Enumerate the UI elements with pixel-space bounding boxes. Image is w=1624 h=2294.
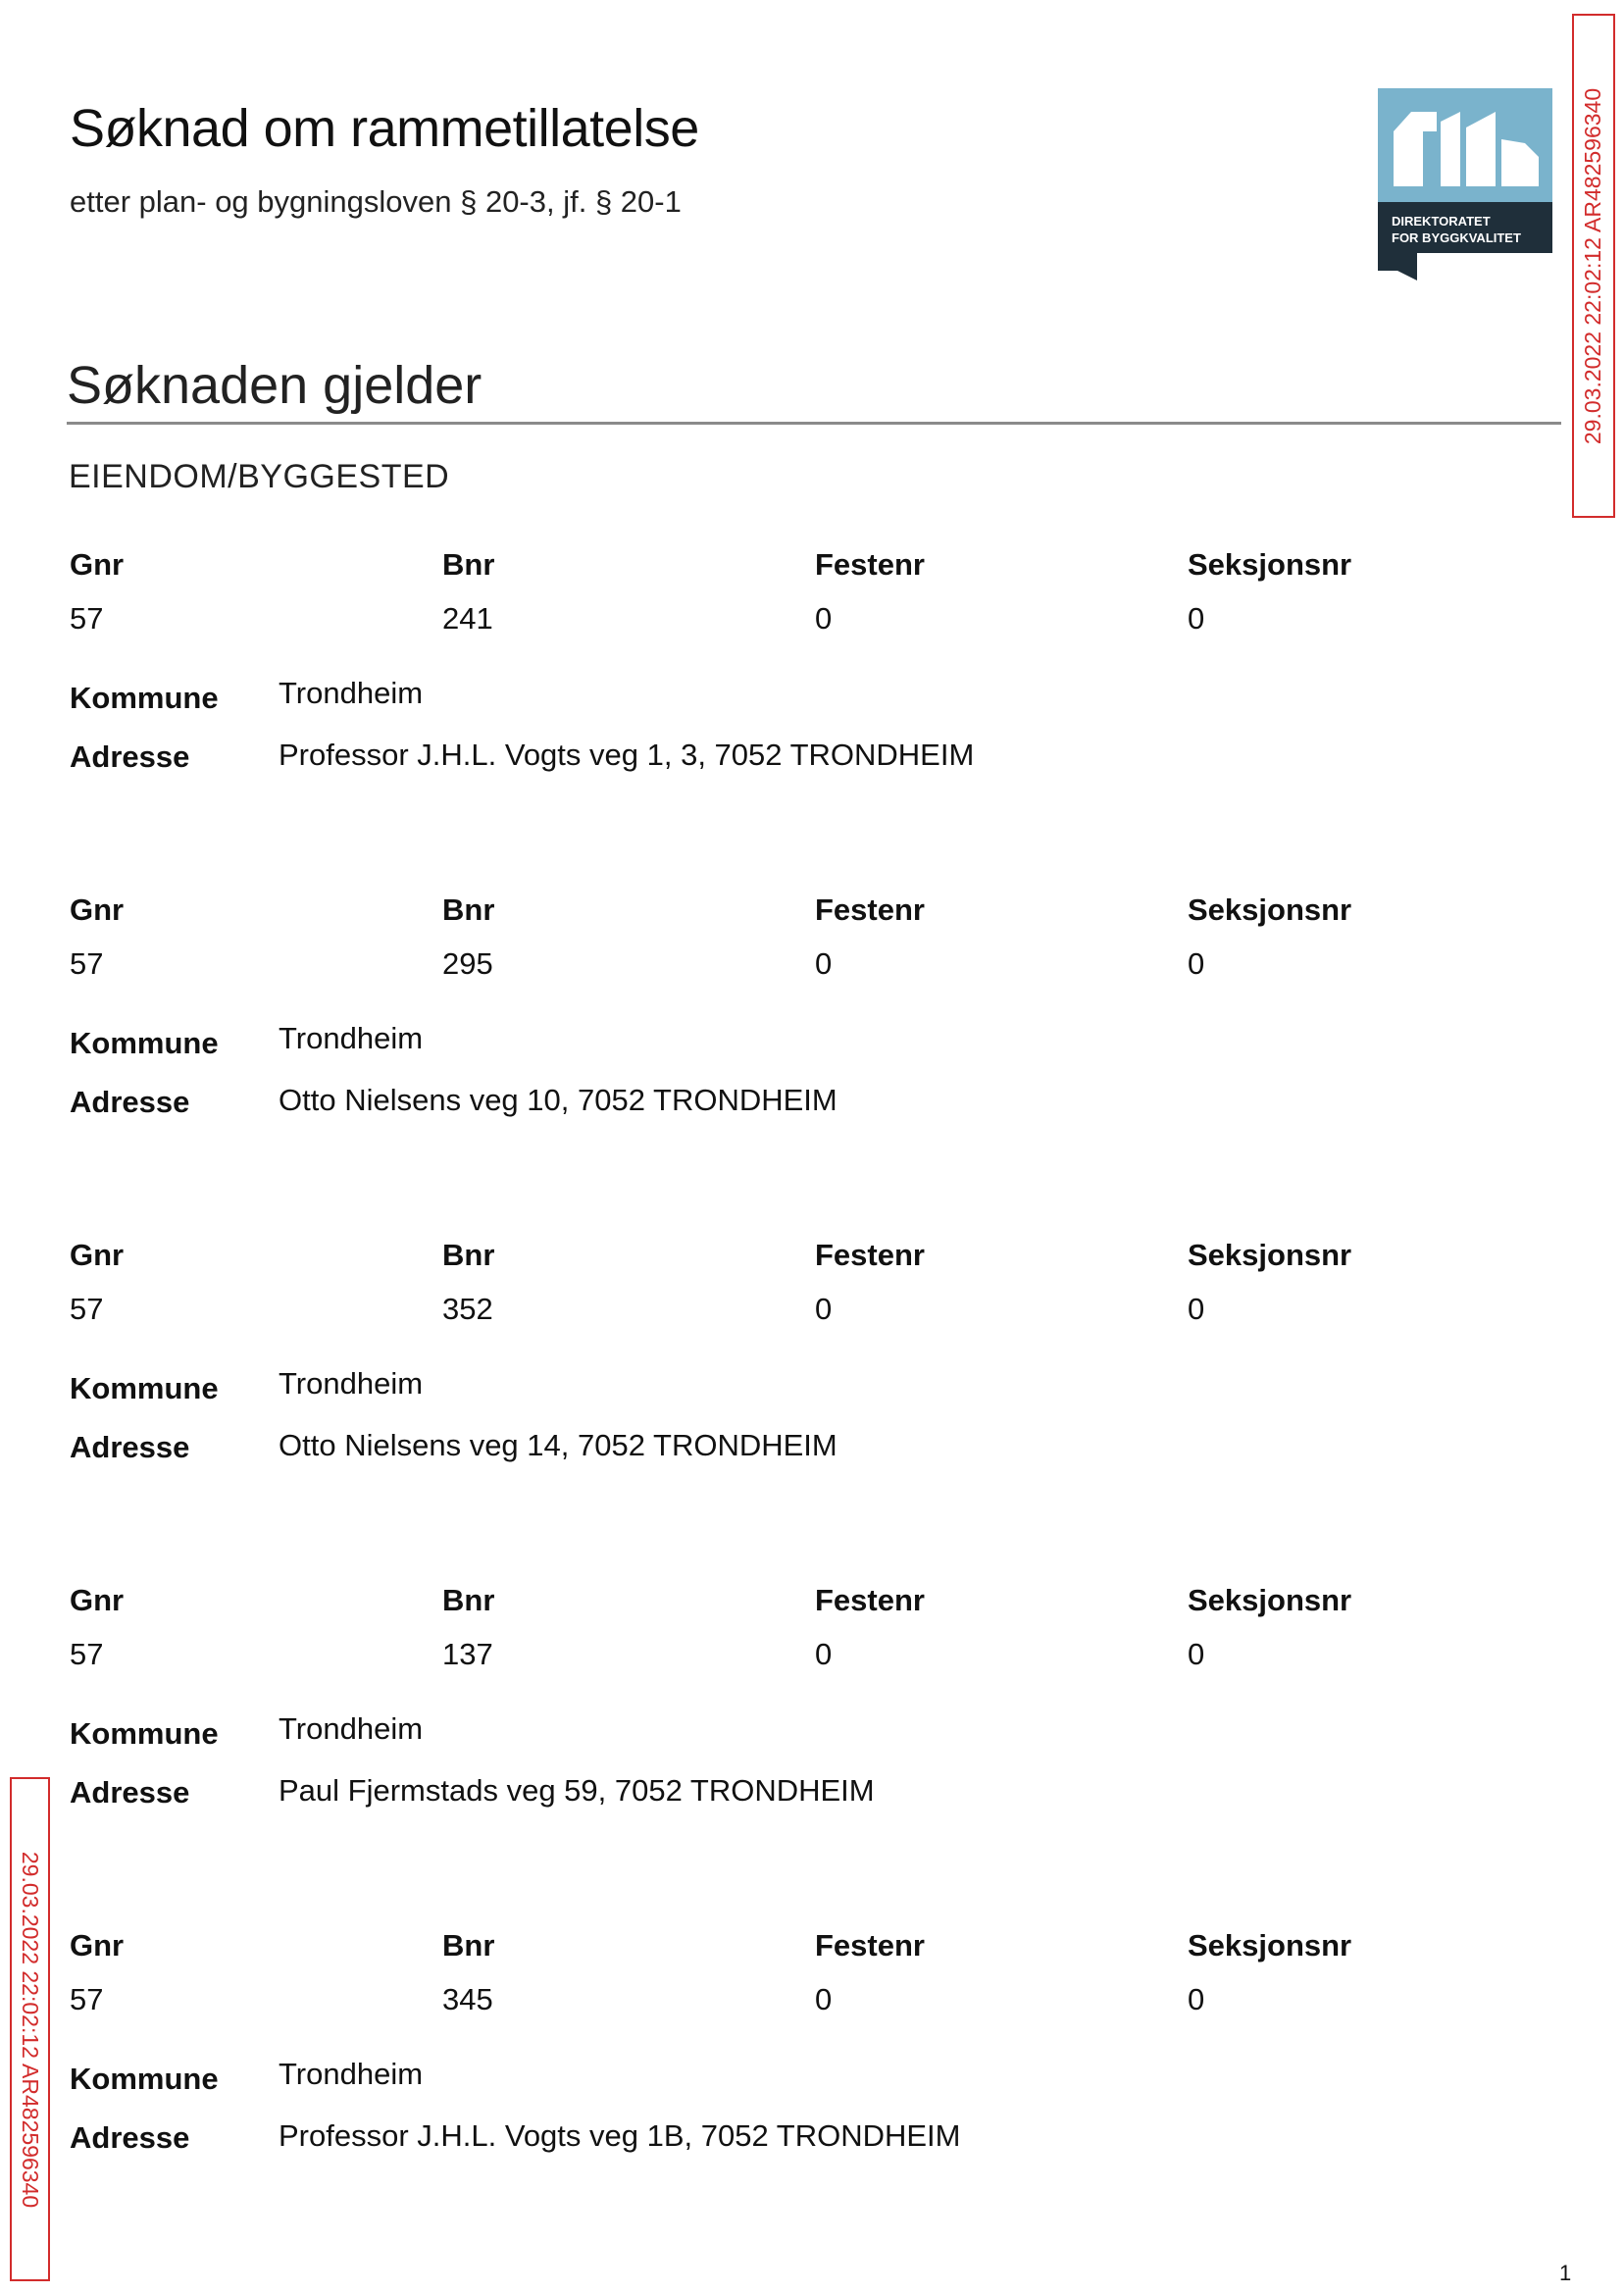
gnr-value: 57 xyxy=(70,1292,104,1326)
property-block xyxy=(70,892,1521,1138)
gnr-value: 57 xyxy=(70,601,104,636)
gnr-label: Gnr xyxy=(70,892,125,927)
page-title: Søknad om rammetillatelse xyxy=(70,99,699,158)
seksjonsnr-label: Seksjonsnr xyxy=(1188,1238,1352,1272)
gnr-label: Gnr xyxy=(70,547,125,582)
stamp-text: 29.03.2022 22:02:12 AR482596340 xyxy=(1580,87,1606,444)
bnr-label: Bnr xyxy=(442,1928,495,1963)
property-block xyxy=(70,1238,1521,1483)
seksjonsnr-value: 0 xyxy=(1188,601,1205,636)
section-title: Søknaden gjelder xyxy=(67,356,482,415)
festenr-value: 0 xyxy=(815,1982,833,2016)
property-block xyxy=(70,1583,1521,1828)
kommune-label: Kommune xyxy=(70,1026,219,1060)
adresse-value: Otto Nielsens veg 10, 7052 TRONDHEIM xyxy=(279,1083,837,1117)
kommune-label: Kommune xyxy=(70,1716,219,1751)
adresse-label: Adresse xyxy=(70,1775,190,1810)
kommune-value: Trondheim xyxy=(279,1711,424,1746)
seksjonsnr-value: 0 xyxy=(1188,1292,1205,1326)
bnr-value: 241 xyxy=(442,601,493,636)
dibk-logo-icon xyxy=(1378,88,1552,280)
adresse-label: Adresse xyxy=(70,1085,190,1119)
gnr-label: Gnr xyxy=(70,1583,125,1617)
kommune-label: Kommune xyxy=(70,681,219,715)
festenr-label: Festenr xyxy=(815,892,925,927)
logo-text-line2: FOR BYGGKVALITET xyxy=(1392,230,1521,245)
gnr-value: 57 xyxy=(70,1982,104,2016)
page-number: 1 xyxy=(1559,2261,1572,2285)
bnr-value: 352 xyxy=(442,1292,493,1326)
kommune-label: Kommune xyxy=(70,1371,219,1405)
kommune-value: Trondheim xyxy=(279,676,424,710)
seksjonsnr-value: 0 xyxy=(1188,1982,1205,2016)
adresse-value: Professor J.H.L. Vogts veg 1B, 7052 TRONDHEIM xyxy=(279,2118,961,2153)
gnr-label: Gnr xyxy=(70,1928,125,1963)
gnr-value: 57 xyxy=(70,946,104,981)
section-divider xyxy=(67,422,1561,425)
seksjonsnr-value: 0 xyxy=(1188,1637,1205,1671)
gnr-label: Gnr xyxy=(70,1238,125,1272)
page-subtitle: etter plan- og bygningsloven § 20-3, jf. § 20-1 xyxy=(70,184,682,219)
adresse-label: Adresse xyxy=(70,739,190,774)
adresse-value: Otto Nielsens veg 14, 7052 TRONDHEIM xyxy=(279,1428,837,1462)
kommune-value: Trondheim xyxy=(279,1021,424,1055)
bnr-label: Bnr xyxy=(442,1238,495,1272)
festenr-value: 0 xyxy=(815,601,833,636)
property-block xyxy=(70,1928,1521,2173)
bnr-label: Bnr xyxy=(442,1583,495,1617)
seksjonsnr-label: Seksjonsnr xyxy=(1188,1928,1352,1963)
festenr-value: 0 xyxy=(815,1637,833,1671)
logo-text-line1: DIREKTORATET xyxy=(1392,214,1491,229)
festenr-label: Festenr xyxy=(815,547,925,582)
kommune-label: Kommune xyxy=(70,2062,219,2096)
adresse-value: Professor J.H.L. Vogts veg 1, 3, 7052 TRONDHEIM xyxy=(279,738,975,772)
dibk-logo xyxy=(1378,88,1552,280)
festenr-label: Festenr xyxy=(815,1238,925,1272)
seksjonsnr-label: Seksjonsnr xyxy=(1188,547,1352,582)
received-stamp-bottom xyxy=(10,1777,50,2281)
bnr-value: 295 xyxy=(442,946,493,981)
adresse-label: Adresse xyxy=(70,1430,190,1464)
seksjonsnr-value: 0 xyxy=(1188,946,1205,981)
festenr-label: Festenr xyxy=(815,1583,925,1617)
stamp-text: 29.03.2022 22:02:12 AR482596340 xyxy=(18,1851,44,2208)
bnr-label: Bnr xyxy=(442,892,495,927)
kommune-value: Trondheim xyxy=(279,1366,424,1401)
gnr-value: 57 xyxy=(70,1637,104,1671)
seksjonsnr-label: Seksjonsnr xyxy=(1188,892,1352,927)
seksjonsnr-label: Seksjonsnr xyxy=(1188,1583,1352,1617)
bnr-value: 137 xyxy=(442,1637,493,1671)
kommune-value: Trondheim xyxy=(279,2057,424,2091)
festenr-label: Festenr xyxy=(815,1928,925,1963)
bnr-value: 345 xyxy=(442,1982,493,2016)
received-stamp-top xyxy=(1572,14,1615,518)
adresse-value: Paul Fjermstads veg 59, 7052 TRONDHEIM xyxy=(279,1773,875,1808)
adresse-label: Adresse xyxy=(70,2120,190,2155)
festenr-value: 0 xyxy=(815,1292,833,1326)
festenr-value: 0 xyxy=(815,946,833,981)
property-block xyxy=(70,547,1521,792)
bnr-label: Bnr xyxy=(442,547,495,582)
subsection-title: EIENDOM/BYGGESTED xyxy=(69,458,450,495)
